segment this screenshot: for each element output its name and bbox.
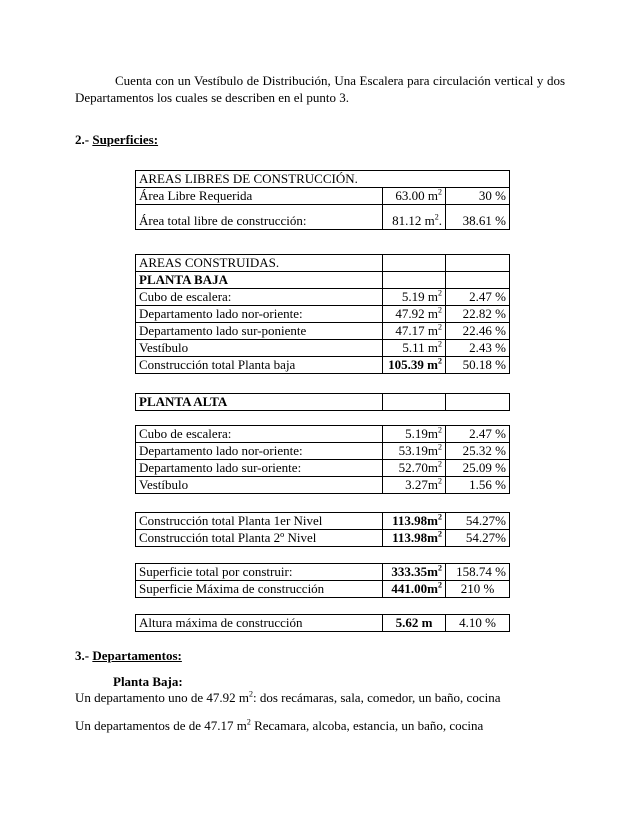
- table-row: [136, 272, 510, 289]
- row-pct: 2.47 %: [446, 289, 510, 306]
- row-area: 63.00 $m^2$: [383, 188, 446, 205]
- row-area: $3.27m^2$: [383, 477, 446, 494]
- row-area: 5.19 $m^2$: [383, 289, 446, 306]
- row-area: $113.98m^2$: [383, 530, 446, 547]
- row-pct: 2.47 %: [446, 426, 510, 443]
- table-row: [136, 289, 510, 306]
- table-row: [136, 188, 510, 205]
- row-label: Altura máxima de construcción: [136, 615, 383, 632]
- row-area: $52.70m^2$: [383, 460, 446, 477]
- subtable-title: PLANTA ALTA: [136, 394, 383, 411]
- section-3-heading: [75, 648, 234, 664]
- row-label: Departamento lado nor-oriente:: [136, 443, 383, 460]
- planta-alta-table: [135, 425, 510, 494]
- row-label: Departamento lado sur-poniente: [136, 323, 383, 340]
- row-pct: 25.32 %: [446, 443, 510, 460]
- row-pct: 22.82 %: [446, 306, 510, 323]
- row-pct: 54.27%: [446, 513, 510, 530]
- table-row: [136, 564, 510, 581]
- table-row: [136, 460, 510, 477]
- section-number: 2.-: [75, 132, 93, 147]
- row-pct: 2.43 %: [446, 340, 510, 357]
- depto-2-line: Un departamentos de de 47.17 $m^2$ Recamara, alcoba, estancia, un baño, cocina: [75, 717, 484, 733]
- row-label: Departamento lado nor-oriente:: [136, 306, 383, 323]
- row-pct: 30 %: [446, 188, 510, 205]
- table-row: [136, 340, 510, 357]
- table-row: [136, 581, 510, 598]
- table-row: [136, 477, 510, 494]
- table-row: [136, 255, 510, 272]
- section-number: 3.-: [75, 648, 93, 663]
- row-area: $53.19m^2$: [383, 443, 446, 460]
- row-area: 47.92 $m^2$: [383, 306, 446, 323]
- row-area: $333.35m^2$: [383, 564, 446, 581]
- table-title: AREAS LIBRES DE CONSTRUCCIÓN.: [136, 171, 383, 188]
- planta-baja-heading: Planta Baja:: [113, 674, 183, 689]
- row-area: 47.17 $m^2$: [383, 323, 446, 340]
- table-row: [136, 171, 510, 188]
- table-row: [136, 306, 510, 323]
- row-label: Construcción total Planta 1er Nivel: [136, 513, 383, 530]
- subtable-title: PLANTA BAJA: [136, 272, 383, 289]
- table-row: [136, 394, 510, 411]
- row-pct: 22.46 %: [446, 323, 510, 340]
- row-label: Cubo de escalera:: [136, 426, 383, 443]
- row-area: $5.19m^2$: [383, 426, 446, 443]
- row-label: Departamento lado sur-oriente:: [136, 460, 383, 477]
- depto-1-line: Un departamento uno de 47.92 $m^2$: dos recámaras, sala, comedor, un baño, cocina: [75, 689, 501, 705]
- row-label: Superficie total por construir:: [136, 564, 383, 581]
- section-2-heading: [75, 132, 158, 148]
- row-pct: 1.56 %: [446, 477, 510, 494]
- table-row: [136, 426, 510, 443]
- row-label: Construcción total Planta 2º Nivel: [136, 530, 383, 547]
- row-label: Construcción total Planta baja: [136, 357, 383, 374]
- table-row: [136, 323, 510, 340]
- superficies-table: [135, 563, 510, 598]
- row-area: 5.62 m: [383, 615, 446, 632]
- row-area: $441.00m^2$: [383, 581, 446, 598]
- row-pct: 25.09 %: [446, 460, 510, 477]
- table-row: [136, 615, 510, 632]
- table-row: [136, 443, 510, 460]
- row-area: 5.11 $m^2$: [383, 340, 446, 357]
- table-row: [136, 530, 510, 547]
- row-area: 81.12 $m^2$.: [383, 213, 446, 230]
- table-row: [136, 213, 510, 230]
- totales-nivel-table: [135, 512, 510, 547]
- row-label: Cubo de escalera:: [136, 289, 383, 306]
- planta-alta-title-table: [135, 393, 510, 411]
- row-pct: 210 %: [446, 581, 510, 598]
- row-label: Superficie Máxima de construcción: [136, 581, 383, 598]
- altura-table: [135, 614, 510, 632]
- section-title: Departamentos:: [92, 648, 182, 663]
- row-label: Área Libre Requerida: [136, 188, 383, 205]
- table-title: AREAS CONSTRUIDAS.: [136, 255, 383, 272]
- row-pct: 4.10 %: [446, 615, 510, 632]
- table-row: [136, 357, 510, 374]
- table-row-spacer: [136, 205, 510, 214]
- planta-baja-table: [135, 254, 510, 374]
- table-row: [136, 513, 510, 530]
- row-pct: 158.74 %: [446, 564, 510, 581]
- row-pct: 54.27%: [446, 530, 510, 547]
- intro-paragraph: Cuenta con un Vestíbulo de Distribución, Una Escalera para circulación vertical y dos Departamentos los cuales se describen en el punto 3.: [75, 73, 565, 105]
- row-area: $113.98m^2$: [383, 513, 446, 530]
- row-label: Vestíbulo: [136, 340, 383, 357]
- row-pct: 50.18 %: [446, 357, 510, 374]
- section-title: Superficies:: [92, 132, 159, 147]
- row-label: Área total libre de construcción:: [136, 213, 383, 230]
- row-label: Vestíbulo: [136, 477, 383, 494]
- row-pct: 38.61 %: [446, 213, 510, 230]
- row-area: 105.39 $m^2$: [383, 357, 446, 374]
- areas-libres-table: [135, 170, 510, 230]
